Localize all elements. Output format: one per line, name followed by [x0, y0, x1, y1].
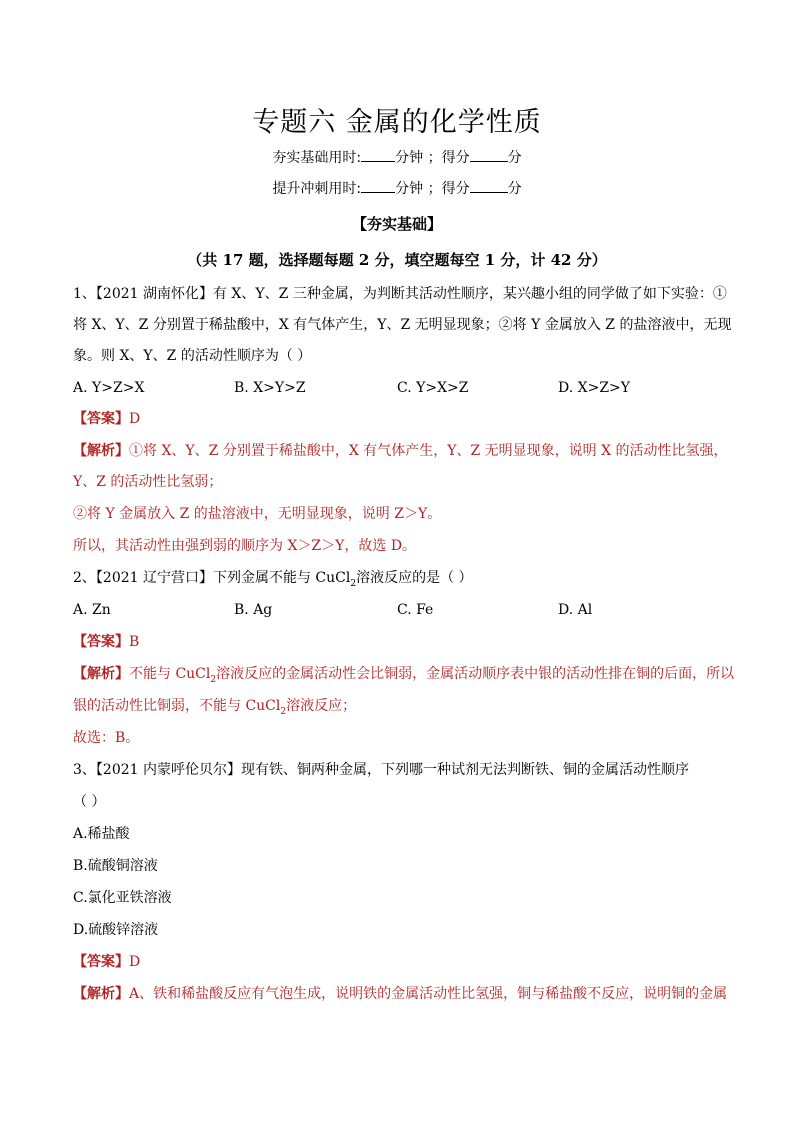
q1-analysis-line3: ②将 Y 金属放入 Z 的盐溶液中，无明显现象，说明 Z＞Y。	[73, 506, 442, 522]
subscript: 2	[210, 674, 217, 685]
q2-option-c: C. Fe	[397, 602, 434, 618]
score-blank	[470, 149, 508, 162]
q1-option-c: C. Y>X>Z	[397, 380, 469, 396]
q2-analysis-line2	[73, 696, 733, 722]
q1-option-d: D. X>Z>Y	[558, 380, 631, 396]
analysis-text-a: 银的活动性比铜弱，不能与 CuCl	[73, 698, 281, 714]
q3-option-d: D.硫酸锌溶液	[73, 922, 159, 938]
analysis-text-b: 溶液反应的金属活动性会比铜弱，金属活动顺序表中银的活动性排在铜的后面，所以	[216, 666, 735, 682]
q3-option-b: B.硫酸铜溶液	[73, 858, 158, 874]
answer-tag: 【答案】	[73, 634, 129, 650]
q2-analysis-line3: 故选：B。	[73, 730, 140, 746]
q1-analysis-line1	[73, 441, 733, 461]
q1-stem-line2: 将 X、Y、Z 分别置于稀盐酸中，X 有气体产生，Y、Z 无明显现象；②将 Y 金属放入 Z 的盐溶液中，无现	[73, 317, 732, 333]
q1-analysis-line4: 所以，其活动性由强到弱的顺序为 X＞Z＞Y，故选 D。	[73, 538, 417, 554]
q2-option-a: A. Zn	[73, 602, 111, 618]
q3-stem-line2: （ ）	[73, 794, 106, 810]
time-blank	[361, 180, 395, 193]
q2-stem-b: 溶液反应的是（ ）	[356, 570, 473, 586]
meta-end: 分	[507, 150, 522, 166]
q2-option-b: B. Ag	[234, 602, 273, 618]
time-score-basic	[0, 147, 794, 167]
meta-mid: 分钟 ；得分	[395, 181, 470, 197]
meta-mid: 分钟 ；得分	[395, 150, 470, 166]
q2-stem	[73, 568, 733, 594]
meta-end: 分	[507, 181, 522, 197]
analysis-text-a: 不能与 CuCl	[129, 666, 211, 682]
q2-option-d: D. Al	[558, 602, 593, 618]
q1-option-b: B. X>Y>Z	[234, 380, 306, 396]
q3-option-c: C.氯化亚铁溶液	[73, 890, 172, 906]
analysis-tag: 【解析】	[73, 443, 129, 459]
q2-stem-a: 2、【2021 辽宁营口】下列金属不能与 CuCl	[73, 570, 351, 586]
meta-label: 提升冲刺用时:	[272, 181, 362, 197]
time-blank	[361, 149, 395, 162]
q3-analysis-line1	[73, 984, 733, 1004]
time-score-advanced	[0, 178, 794, 198]
analysis-tag: 【解析】	[73, 986, 129, 1002]
section-note: （共 17 题，选择题每题 2 分，填空题每空 1 分，计 42 分）	[187, 251, 607, 269]
q1-stem-line3: 象。则 X、Y、Z 的活动性顺序为（ ）	[73, 348, 312, 364]
q1-stem-line1: 1、【2021 湖南怀化】有 X、Y、Z 三种金属，为判断其活动性顺序，某兴趣小组的同学做了如下实验：①	[73, 286, 727, 302]
page-title: 专题六 金属的化学性质	[252, 107, 542, 138]
q2-answer	[73, 632, 733, 652]
q3-answer	[73, 952, 733, 972]
score-blank	[470, 180, 508, 193]
answer-value: D	[129, 954, 141, 970]
analysis-text: A、铁和稀盐酸反应有气泡生成，说明铁的金属活动性比氢强，铜与稀盐酸不反应，说明铜的金属	[129, 986, 728, 1002]
analysis-text: ①将 X、Y、Z 分别置于稀盐酸中，X 有气体产生，Y、Z 无明显现象，说明 X 的活动性比氢强，	[129, 443, 728, 459]
analysis-tag: 【解析】	[73, 666, 129, 682]
q3-option-a: A.稀盐酸	[73, 826, 130, 842]
q2-analysis-line1	[73, 664, 733, 690]
answer-value: B	[129, 634, 140, 650]
section-heading: 【夯实基础】	[351, 215, 442, 233]
q1-option-a: A. Y>Z>X	[73, 380, 145, 396]
q1-analysis-line2: Y、Z 的活动性比氢弱；	[73, 474, 223, 490]
meta-label: 夯实基础用时:	[272, 150, 362, 166]
answer-tag: 【答案】	[73, 954, 129, 970]
answer-tag: 【答案】	[73, 411, 129, 427]
q3-stem-line1: 3、【2021 内蒙呼伦贝尔】现有铁、铜两种金属，下列哪一种试剂无法判断铁、铜的金属活动性顺序	[73, 762, 689, 778]
subscript: 2	[350, 578, 357, 589]
subscript: 2	[280, 706, 287, 717]
q1-answer	[73, 409, 733, 429]
analysis-text-b: 溶液反应；	[286, 698, 357, 714]
answer-value: D	[129, 411, 141, 427]
